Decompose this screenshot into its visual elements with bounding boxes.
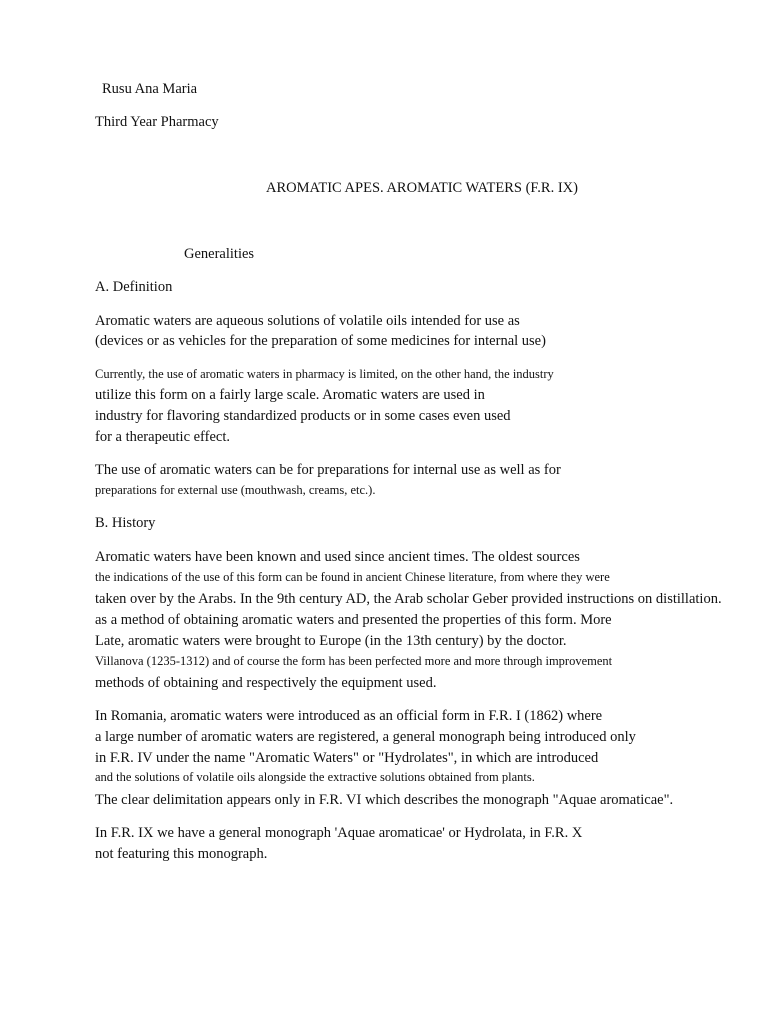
history-p1-line: taken over by the Arabs. In the 9th century AD, the Arab scholar Geber provided instructions on distillation.: [95, 591, 722, 607]
definition-p2-line: Currently, the use of aromatic waters in pharmacy is limited, on the other hand, the industry: [95, 367, 554, 381]
author-name: Rusu Ana Maria: [102, 81, 198, 97]
history-p3-line: In F.R. IX we have a general monograph 'Aquae aromaticae' or Hydrolata, in F.R. X: [95, 825, 583, 841]
history-p1-line: Villanova (1235-1312) and of course the form has been perfected more and more through improvement: [95, 654, 613, 668]
history-p1-line: Aromatic waters have been known and used since ancient times. The oldest sources: [95, 549, 580, 565]
history-p2-line: In Romania, aromatic waters were introduced as an official form in F.R. I (1862) where: [95, 708, 603, 724]
history-p2-line: in F.R. IV under the name "Aromatic Waters" or "Hydrolates", in which are introduced: [95, 750, 599, 766]
course-label: Third Year Pharmacy: [95, 114, 219, 130]
history-p2-line: and the solutions of volatile oils alongside the extractive solutions obtained from plants.: [95, 770, 535, 784]
definition-p2-line: for a therapeutic effect.: [95, 429, 230, 445]
document-title: AROMATIC APES. AROMATIC WATERS (F.R. IX): [266, 180, 578, 196]
definition-p3-line: The use of aromatic waters can be for preparations for internal use as well as for: [95, 462, 561, 478]
definition-p3-line: preparations for external use (mouthwash, creams, etc.).: [95, 483, 376, 497]
history-p1-line: the indications of the use of this form can be found in ancient Chinese literature, from where they were: [95, 570, 610, 584]
definition-p2-line: utilize this form on a fairly large scale. Aromatic waters are used in: [95, 387, 485, 403]
history-heading: B. History: [95, 515, 156, 531]
definition-p1-line: Aromatic waters are aqueous solutions of volatile oils intended for use as: [95, 313, 520, 329]
section-generalities-heading: Generalities: [184, 246, 255, 262]
history-p1-line: Late, aromatic waters were brought to Europe (in the 13th century) by the doctor.: [95, 633, 567, 649]
definition-p2-line: industry for flavoring standardized products or in some cases even used: [95, 408, 511, 424]
definition-p1-line: (devices or as vehicles for the preparation of some medicines for internal use): [95, 333, 546, 349]
definition-heading: A. Definition: [95, 279, 173, 295]
history-p1-line: as a method of obtaining aromatic waters and presented the properties of this form. More: [95, 612, 612, 628]
history-p3-line: not featuring this monograph.: [95, 846, 268, 862]
history-p2-line: a large number of aromatic waters are registered, a general monograph being introduced only: [95, 729, 636, 745]
history-p1-line: methods of obtaining and respectively the equipment used.: [95, 675, 437, 691]
history-p2-line: The clear delimitation appears only in F.R. VI which describes the monograph "Aquae aromaticae".: [95, 792, 674, 808]
